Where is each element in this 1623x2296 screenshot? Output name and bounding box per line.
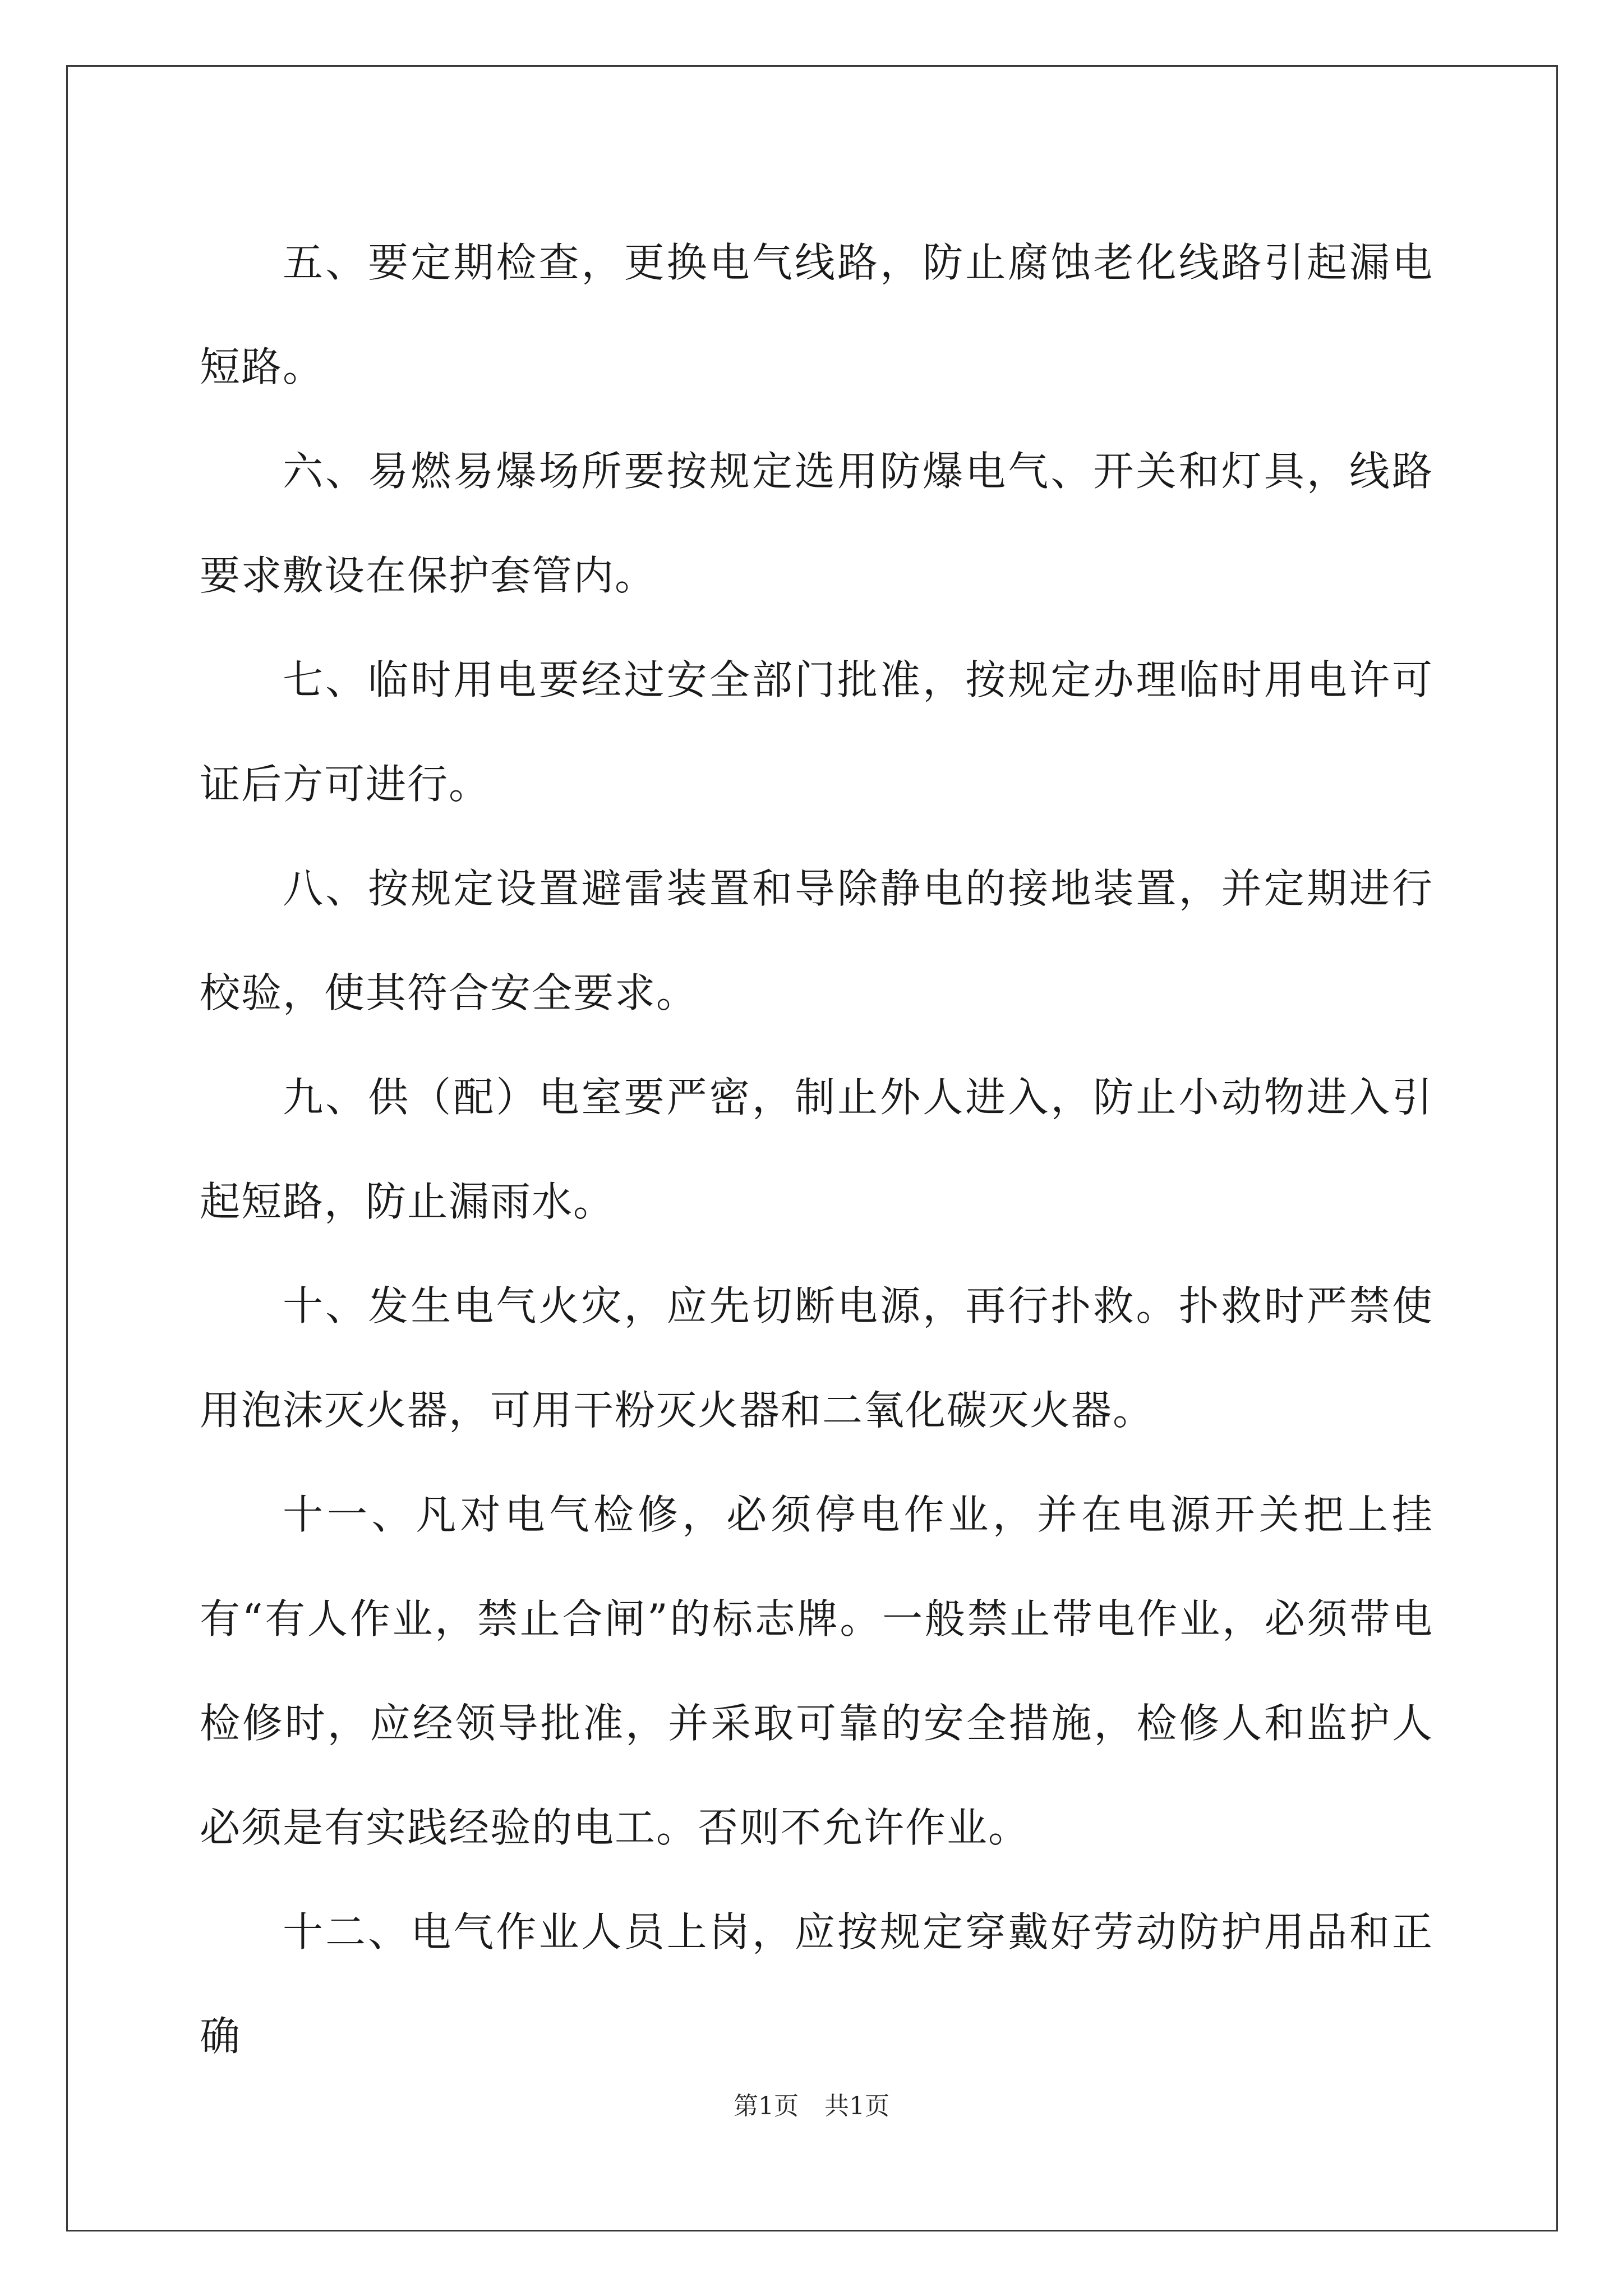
page-number: 第1页 <box>734 2092 799 2120</box>
paragraph-10: 十、发生电气火灾，应先切断电源，再行扑救。扑救时严禁使用泡沫灭火器，可用干粉灭火器和二氧化碳灭火器。 <box>200 1282 1433 1434</box>
document-body <box>200 210 1433 2088</box>
paragraph-11: 十一、凡对电气检修，必须停电作业，并在电源开关把上挂有“有人作业，禁止合闸”的标志牌。一般禁止带电作业，必须带电检修时，应经领导批准，并采取可靠的安全措施，检修人和监护人必须是有实践经验的电工。否则不允许作业。 <box>200 1491 1433 1851</box>
paragraph-12: 十二、电气作业人员上岗，应按规定穿戴好劳动防护用品和正确 <box>200 1908 1433 2060</box>
page-footer <box>0 2090 1623 2123</box>
page-total: 共1页 <box>824 2092 889 2120</box>
paragraph-9: 九、供（配）电室要严密，制止外人进入，防止小动物进入引起短路，防止漏雨水。 <box>200 1074 1433 1225</box>
paragraph-8: 八、按规定设置避雷装置和导除静电的接地装置，并定期进行校验，使其符合安全要求。 <box>200 865 1433 1016</box>
paragraph-7: 七、临时用电要经过安全部门批准，按规定办理临时用电许可证后方可进行。 <box>200 656 1433 808</box>
paragraph-6: 六、易燃易爆场所要按规定选用防爆电气、开关和灯具，线路要求敷设在保护套管内。 <box>200 448 1433 599</box>
paragraph-5: 五、要定期检查，更换电气线路，防止腐蚀老化线路引起漏电短路。 <box>200 239 1433 390</box>
